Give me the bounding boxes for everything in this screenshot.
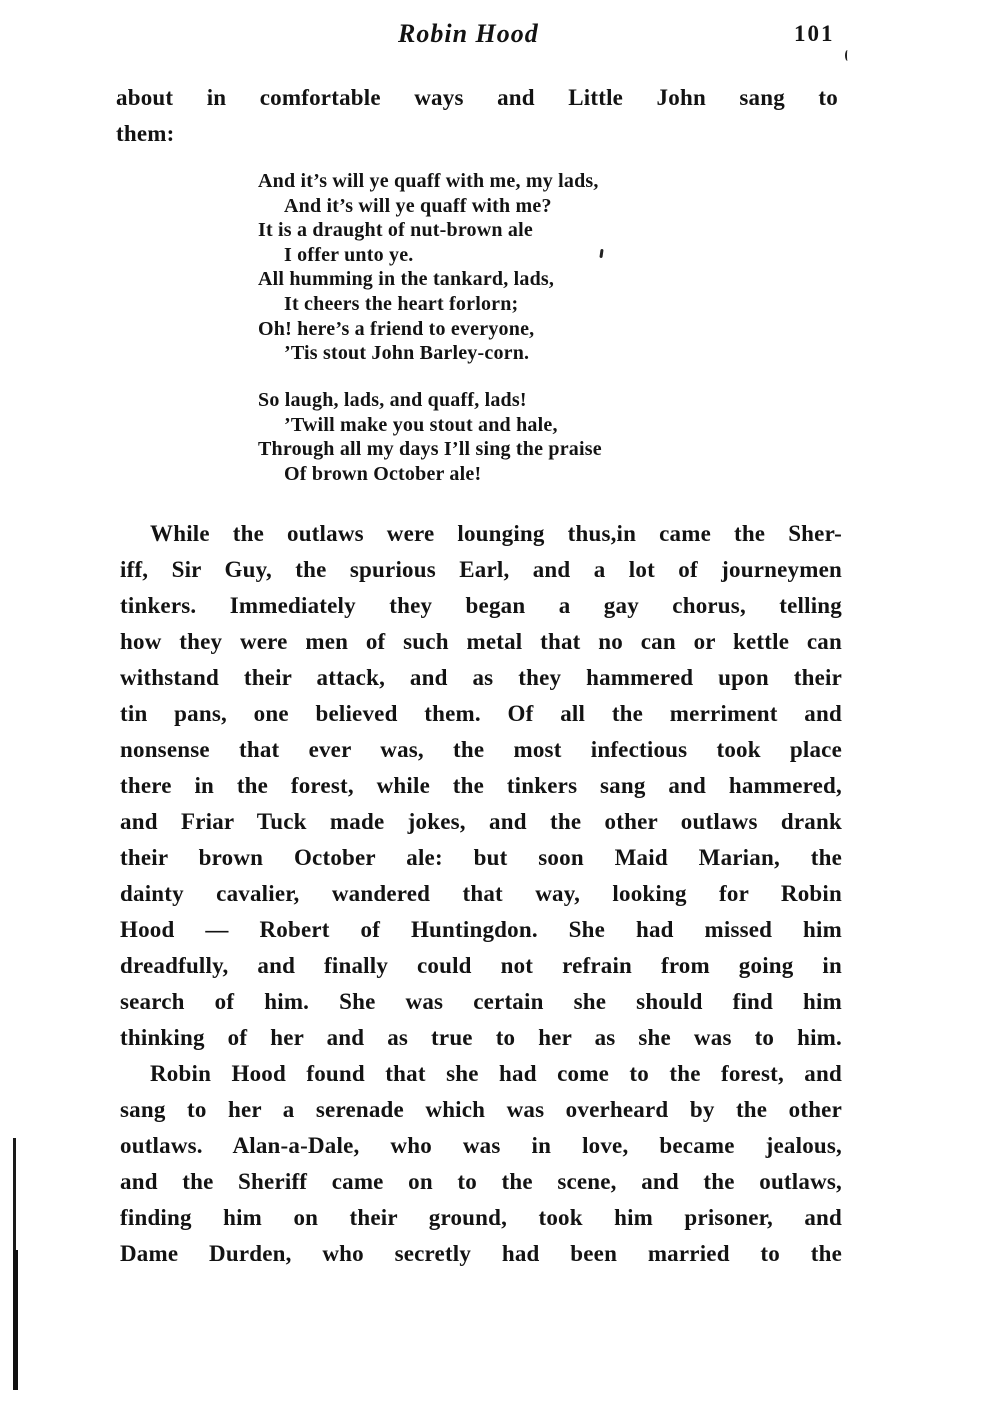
text-line: So laugh, lads, and quaff, lads!	[258, 389, 527, 411]
text-line: there in the forest, while the tinkers sang and hammered,	[120, 773, 842, 798]
text-line: iff, Sir Guy, the spurious Earl, and a lot of journeymen	[120, 557, 842, 582]
text-line: Dame Durden, who secretly had been married to the	[120, 1241, 842, 1266]
text-line: search of him. She was certain she should find him	[120, 989, 842, 1014]
text-line: It cheers the heart forlorn;	[284, 292, 519, 315]
scan-artifact-mark	[845, 50, 850, 61]
text-line: tinkers. Immediately they began a gay chorus, telling	[120, 593, 842, 618]
text-line: And it’s will ye quaff with me?	[284, 194, 552, 217]
text-line: ’Tis stout John Barley-corn.	[284, 342, 530, 365]
paragraph-intro	[116, 80, 838, 152]
paragraph-outlaws-lounging	[120, 516, 842, 1056]
text-line: their brown October ale: but soon Maid Marian, the	[120, 845, 842, 870]
text-line: sang to her a serenade which was overheard by the other	[120, 1097, 842, 1122]
text-line: finding him on their ground, took him prisoner, and	[120, 1205, 842, 1230]
text-line: withstand their attack, and as they hammered upon their	[120, 665, 842, 690]
text-line: I offer unto ye.	[284, 243, 414, 266]
text-line: about in comfortable ways and Little John sang to	[116, 85, 838, 110]
text-line: Oh! here’s a friend to everyone,	[258, 317, 535, 340]
song-stanza-1	[258, 169, 599, 366]
text-line: It is a draught of nut-brown ale	[258, 219, 533, 242]
text-line: Hood — Robert of Huntingdon. She had missed him	[120, 917, 842, 942]
text-line: Of brown October ale!	[284, 462, 482, 485]
text-line: Robin Hood found that she had come to the forest, and	[150, 1061, 842, 1086]
paragraph-robin-found	[120, 1056, 842, 1272]
text-line: thinking of her and as true to her as she was to him.	[120, 1025, 842, 1050]
text-line: And it’s will ye quaff with me, my lads,	[258, 170, 599, 192]
running-header-title: Robin Hood	[398, 19, 539, 48]
scan-artifact-speck	[599, 249, 603, 258]
text-line: outlaws. Alan-a-Dale, who was in love, became jealous,	[120, 1133, 842, 1158]
text-line: them:	[116, 121, 175, 146]
text-line: nonsense that ever was, the most infectious took place	[120, 737, 842, 762]
text-line: dainty cavalier, wandered that way, looking for Robin	[120, 881, 842, 906]
text-line: All humming in the tankard, lads,	[258, 268, 555, 291]
text-line: and Friar Tuck made jokes, and the other outlaws drank	[120, 809, 842, 834]
page-number: 101	[794, 21, 835, 46]
scan-artifact-margin-line	[13, 1138, 16, 1390]
text-line: tin pans, one believed them. Of all the merriment and	[120, 701, 842, 726]
text-line: and the Sheriff came on to the scene, and the outlaws,	[120, 1169, 842, 1194]
song-stanza-2	[258, 388, 602, 486]
text-line: Through all my days I’ll sing the praise	[258, 438, 602, 461]
text-line: ’Twill make you stout and hale,	[284, 413, 558, 436]
text-line: While the outlaws were lounging thus,in came the Sher-	[150, 521, 842, 546]
text-line: how they were men of such metal that no can or kettle can	[120, 629, 842, 654]
text-line: dreadfully, and finally could not refrain from going in	[120, 953, 842, 978]
